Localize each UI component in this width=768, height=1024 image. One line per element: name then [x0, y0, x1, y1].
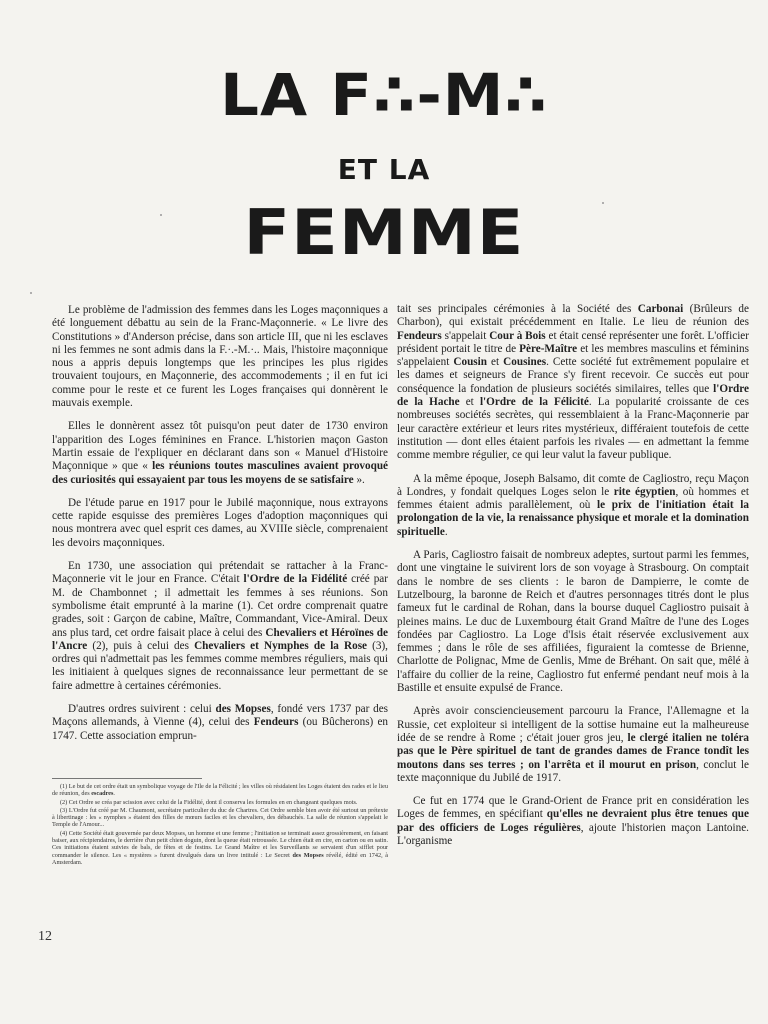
- footnote: (2) Cet Ordre se créa par scission avec celui de la Fidélité, dont il conserva les formules en en changeant quelques mots.: [60, 798, 358, 806]
- paragraph: De l'étude parue en 1917 pour le Jubilé maçonnique, nous extrayons cette rapide esquisse des premières Loges d'adoption maçonniques qui nous montrera avec quel esprit ces dames, au XVIIIe siècle, comprenaient les devoirs maçonniques.: [52, 496, 388, 549]
- paragraph: tait ses principales cérémonies à la Société des Carbonai (Brûleurs de Charbon), qui existait précédemment en Italie. Le lieu de réunion des Fendeurs s'appelait Cour à Bois et était censé représenter une forêt. L'officier président portait le titre de Père-Maître et les membres masculins et féminins s'appelaient Cousin et Cousines. Cette société fut extrêmement populaire et les dames et seigneurs de France s'y firent recevoir. Ce succès eut pour conséquence la fondation de plusieurs sociétés similaires, telles que l'Ordre de la Hache et l'Ordre de la Félicité. La popularité croissante de ces nombreuses sociétés secrètes, qui ressemblaient à la Franc-Maçonnerie par leur caractère extérieur et leurs rites mystérieux, différaient toutefois de cette institution — dont elles étaient parfois les rivales — en admettant la femme comme membre régulier, ce qui leur valut la faveur publique.: [397, 303, 749, 462]
- left-column: [52, 304, 388, 753]
- scan-speck: [602, 202, 604, 204]
- footnote: (4) Cette Société était gouvernée par deux Mopses, un homme et une femme ; l'initiation se terminait assez grossièrement, en faisant baiser, aux récipiendaires, le derrière d'un petit chien doguin, dont la queue était retroussée. Le chien était en cire, en carton ou en satin. Ces initiations étaient suivies de bals, de fêtes et de festins. Le Grand Maître et les Surveillants se servaient d'un sifflet pour commander le silence. Les « mystères » furent divulgués dans un livre intitulé : Le Secret des Mopses révélé, édité en 1742, à Amsterdam.: [52, 829, 388, 866]
- paragraph: A Paris, Cagliostro faisait de nombreux adeptes, surtout parmi les femmes, dont une vingtaine le suivirent lors de son voyage à Strasbourg. On comptait dans le nombre de ses clients : le baron de Dampierre, le comte de Lutzelbourg, la baronne de Reich et d'autres personnages titrés dont le plus fameux fut le cardinal de Rohan, dans la bourse duquel Cagliostro puisait à pleines mains. Le duc de Luxembourg était Grand Maître de l'une des Loges fondées par Cagliostro. La Loge d'Isis était réservée exclusivement aux femmes ; dans le rôle de ses affiliées, figuraient la comtesse de Brienne, Charlotte de Polignac, Mme de Genlis, Mme de Bréhant. On sait que, mêlé à l'affaire du collier de la reine, Cagliostro fut enfermé pendant neuf mois à la Bastille et ensuite expulsé de France.: [397, 549, 749, 695]
- footnotes: [52, 783, 388, 867]
- scan-speck: [30, 292, 32, 294]
- paragraph: D'autres ordres suivirent : celui des Mopses, fondé vers 1737 par des Maçons allemands, à Vienne (4), celui des Fendeurs (ou Bûcherons) en 1747. Cette association emprun-: [52, 703, 389, 742]
- title-line-3: FEMME: [243, 196, 525, 269]
- right-column: [397, 303, 749, 858]
- paragraph: Elles le donnèrent assez tôt puisqu'on peut dater de 1730 environ l'apparition des Loges féminines en France. L'historien maçon Gaston Martin essaie de l'expliquer en déclarant dans son « Manuel d'Histoire Maçonnique » que « les réunions toutes masculines avaient provoqué des curiosités qui essayaient par tous les moyens de se satisfaire ».: [52, 420, 389, 486]
- paragraph: A la même époque, Joseph Balsamo, dit comte de Cagliostro, reçu Maçon à Londres, y fondait quelques Loges selon le rite égyptien, où hommes et femmes étaient admis parallèlement, où le prix de l'initiation était la prolongation de la vie, la renaissance physique et morale et la domination spirituelle.: [397, 472, 749, 538]
- paragraph: Le problème de l'admission des femmes dans les Loges maçonniques a été longuement débattu au sein de la Franc-Maçonnerie. « Le livre des Constitutions » d'Anderson précise, dans son article III, que ni les esclaves ni les femmes ne sont admis dans la F.·.-M.·.. Mais, l'histoire maçonnique nous a appris depuis longtemps que les principes les plus rigides trouvaient toujours, en Maçonnerie, des accommodements ; il en fut ici comme pour le reste et ce furent les Loges françaises qui donnèrent le mauvais exemple.: [52, 304, 388, 410]
- footnote-divider: [52, 778, 202, 779]
- paragraph: En 1730, une association qui prétendait se rattacher à la Franc-Maçonnerie vit le jour en France. C'était l'Ordre de la Fidélité créé par M. de Chambonnet ; il admettait les femmes à ses réunions. Son symbolisme était emprunté à la marine (1). Cet ordre comprenait quatre grades, soit : Garçon de cabine, Maître, Commandant, Vice-Amiral. Deux ans plus tard, cet ordre faisait place à celui des Chevaliers et Héroïnes de l'Ancre (2), puis à celui des Chevaliers et Nymphes de la Rose (3), ordres qui n'admettait pas les femmes comme membres réguliers, mais qui les initiaient à quelques signes de reconnaissance leur permettant de se faire admettre à certaines cérémonies.: [52, 560, 388, 692]
- title-line-1: LA F∴-M∴: [220, 61, 548, 129]
- paragraph: Ce fut en 1774 que le Grand-Orient de France prit en considération les Loges de femmes, en spécifiant qu'elles ne devraient plus être tenues que par des officiers de Loges régulières, ajoute l'historien maçon Lantoine. L'organisme: [397, 795, 749, 847]
- footnote: (3) L'Ordre fut créé par M. Chaumont, secrétaire particulier du duc de Chartres. Cet Ordre semble bien avoir été surtout un prétexte à libertinage : les « nymphes » étaient des filles de mœurs faciles et les chevaliers, des débauchés. La salle de réunion s'appelait le Temple de l'Amour...: [52, 806, 388, 829]
- footnote: (1) Le but de cet ordre était un symbolique voyage de l'Ile de la Félicité ; les villes où résidaient les Loges étaient des rades et le lieu de réunion, des escadres.: [52, 783, 388, 798]
- title-line-2: ET LA: [337, 153, 431, 186]
- page-number: 12: [38, 929, 52, 944]
- paragraph: Après avoir consciencieusement parcouru la France, l'Allemagne et la Russie, cet exploiteur si intelligent de la sottise humaine eut la malheureuse idée de se rendre à Rome ; c'était jouer gros jeu, le clergé italien ne toléra pas que le Père spirituel de tant de grandes dames de France tondît les moutons dans ses terres ; on l'arrêta et il mourut en prison, conclut le texte maçonnique du Jubilé de 1917.: [397, 705, 750, 784]
- scan-speck: [160, 214, 162, 216]
